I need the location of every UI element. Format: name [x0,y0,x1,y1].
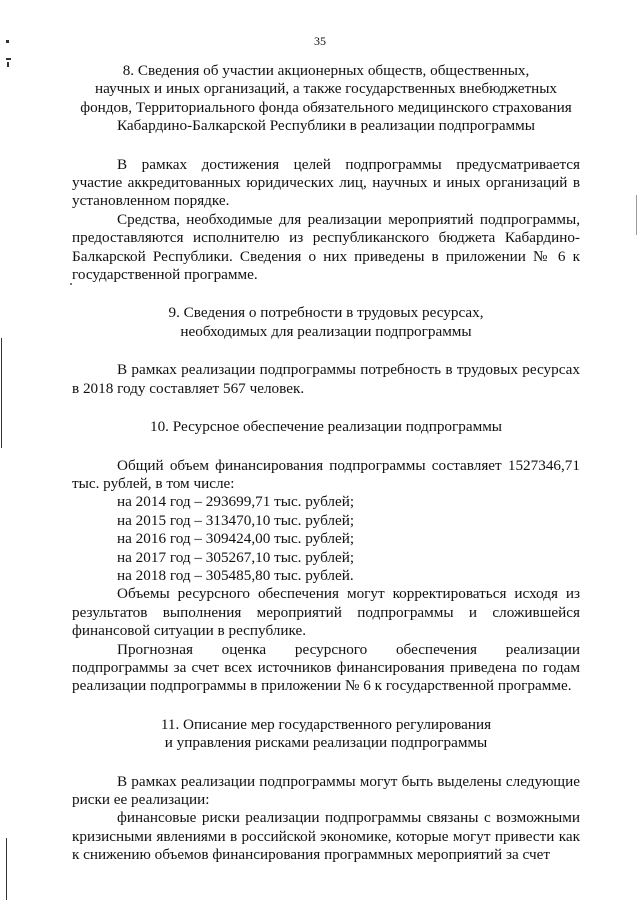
section-8-heading [72,62,580,136]
paragraph: финансовые риски реализации подпрограммы связаны с возможными кризисными явлениями в российской экономике, которые могут привести как к снижению объемов финансирования программных мероприятий за счет [72,809,580,864]
heading-line: фондов, Территориального фонда обязательного медицинского страхования [80,98,572,116]
scan-mark [636,195,637,235]
heading-line: научных и иных организаций, а также государственных внебюджетных [94,80,558,98]
scan-mark [6,58,11,60]
heading-line: и управления рисками реализации подпрограммы [164,734,488,752]
list-item: на 2016 год – 309424,00 тыс. рублей; [117,530,355,548]
heading-line: 9. Сведения о потребности в трудовых ресурсах, [168,304,484,322]
funding-intro: Общий объем финансирования подпрограммы составляет 1527346,71 тыс. рублей, в том числе: [72,456,580,492]
section-9-heading [72,304,580,341]
paragraph: Прогнозная оценка ресурсного обеспечения реализации подпрограммы за счет всех источников финансирования приведена по годам реализации подпрограммы в приложении № 6 к государственной программе. [72,640,580,695]
scan-mark [7,62,9,67]
scan-mark [6,40,9,43]
section-11-heading [72,716,580,753]
paragraph: В рамках реализации подпрограммы потребность в трудовых ресурсах в 2018 году составляет 567 человек. [72,361,580,397]
paragraph: В рамках реализации подпрограммы могут быть выделены следующие риски ее реализации: [72,772,580,808]
paragraph: Объемы ресурсного обеспечения могут корректироваться исходя из результатов выполнения мероприятий подпрограммы и сложившейся финансовой ситуации в республике. [72,585,580,640]
scan-mark [6,838,7,900]
page-number: 35 [314,34,326,48]
funding-by-year-list [72,493,580,585]
heading-line: 11. Описание мер государственного регулирования [160,715,492,733]
paragraph: В рамках достижения целей подпрограммы предусматривается участие аккредитованных юридических лиц, научных и иных организаций в установленном порядке. [72,155,580,210]
heading-line: Кабардино-Балкарской Республики в реализации подпрограммы [117,117,535,135]
document-body [72,62,580,865]
list-item: на 2015 год – 313470,10 тыс. рублей; [117,511,355,529]
list-item: на 2014 год – 293699,71 тыс. рублей; [117,493,355,511]
list-item: на 2017 год – 305267,10 тыс. рублей; [117,548,355,566]
paragraph: Средства, необходимые для реализации мероприятий подпрограммы, предоставляются исполнителю из республиканского бюджета Кабардино-Балкарской Республики. Сведения о них приведены в приложении № 6 к государственной программе. [72,210,580,284]
list-item: на 2018 год – 305485,80 тыс. рублей. [117,566,354,584]
heading-line: необходимых для реализации подпрограммы [180,322,472,340]
heading-line: 10. Ресурсное обеспечение реализации подпрограммы [149,418,503,436]
scan-mark [1,338,2,448]
heading-line: 8. Сведения об участии акционерных обществ, общественных, [122,62,530,79]
section-10-heading [72,418,580,436]
